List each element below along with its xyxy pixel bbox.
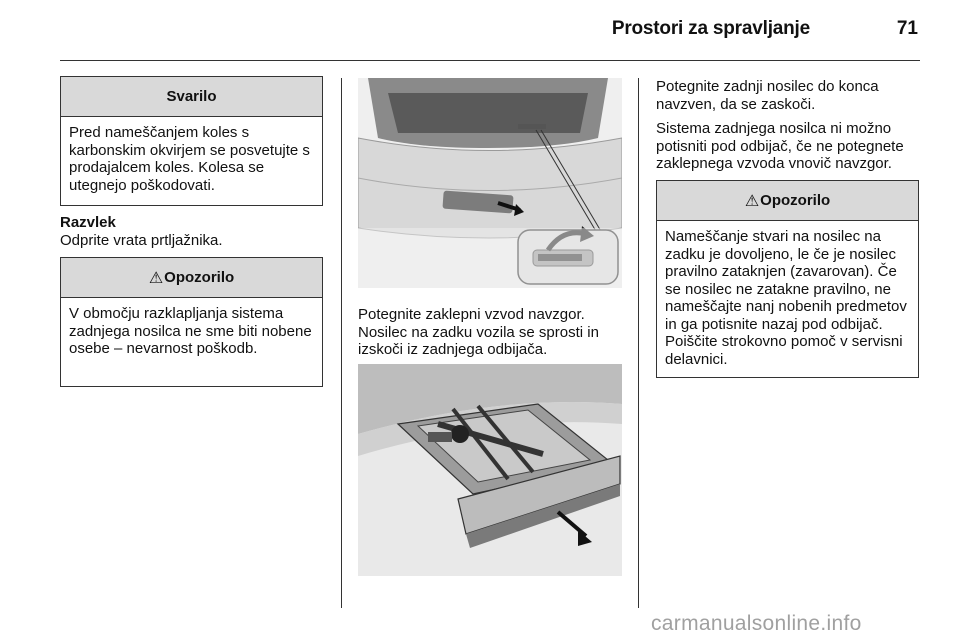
section-text: Odprite vrata prtljažnika. bbox=[60, 231, 223, 249]
warning-box-left bbox=[60, 257, 323, 387]
page-title: Prostori za spravljanje bbox=[611, 18, 810, 39]
warning-box-right bbox=[656, 180, 919, 378]
watermark: carmanualsonline.info bbox=[651, 612, 862, 635]
right-paragraph-1: Potegnite zadnji nosilec do konca navzven, da se zaskoči. bbox=[656, 78, 879, 113]
section-heading: Razvlek bbox=[60, 214, 116, 231]
warning-box-right-body: Nameščanje stvari na nosilec na zadku je dovoljeno, le če je nosilec pravilno zataknjen (zavarovan). Če se nosilec ne zatakne pravilno, ne nameščajte nanj nobenih predmetov in ga potisnite nazaj pod odbijač. Poiščite strokovno pomoč v servisni delavnici. bbox=[665, 228, 907, 368]
column-divider-right bbox=[638, 78, 639, 608]
warning-box-left-title bbox=[61, 258, 322, 298]
illustration-lever bbox=[358, 78, 622, 288]
right-paragraph-2: Sistema zadnjega nosilca ni možno potisniti pod odbijač, če ne potegnete zaklepnega vzvoda vnovič navzgor. bbox=[656, 120, 904, 172]
middle-paragraph: Potegnite zaklepni vzvod navzgor. Nosilec na zadku vozila se sprosti in izskoči iz zadnjega odbijača. bbox=[358, 306, 599, 358]
caution-box-title bbox=[61, 77, 322, 117]
warning-box-left-body: V območju razklapljanja sistema zadnjega nosilca ne sme biti nobene osebe – nevarnost poškodb. bbox=[69, 305, 312, 357]
caution-title-text: Svarilo bbox=[166, 88, 217, 105]
section-razvlek bbox=[60, 214, 330, 249]
caution-box bbox=[60, 76, 323, 206]
page-number: 71 bbox=[896, 18, 918, 39]
warning-triangle-icon: ⚠ bbox=[148, 269, 164, 287]
warning-title-text: Opozorilo bbox=[164, 269, 235, 286]
header-divider bbox=[60, 60, 920, 61]
caution-box-body: Pred nameščanjem koles s karbonskim okvirjem se posvetujte s prodajalcem koles. Kolesa se utegnejo poškodovati. bbox=[69, 124, 310, 194]
warning-box-right-title bbox=[657, 181, 918, 221]
warning-triangle-icon: ⚠ bbox=[744, 192, 760, 210]
column-divider-left bbox=[341, 78, 342, 608]
illustration-carrier bbox=[358, 364, 622, 576]
warning-title-text: Opozorilo bbox=[760, 192, 831, 209]
